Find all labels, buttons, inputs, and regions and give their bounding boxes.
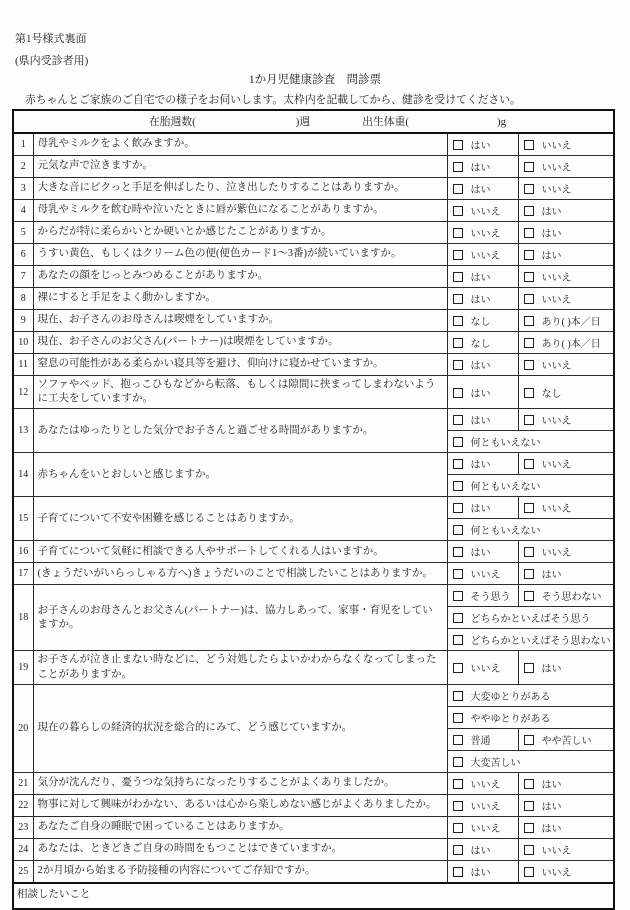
- answer-label: いいえ: [541, 141, 572, 152]
- question-subrow: [13, 288, 614, 310]
- header-row: [13, 110, 614, 133]
- question-number: 24: [13, 838, 33, 860]
- question-subrow: [13, 541, 614, 563]
- answer-label: はい: [541, 664, 562, 676]
- answer-label: はい: [541, 779, 562, 791]
- answer-checkbox[interactable]: [524, 459, 534, 469]
- question-number: 23: [13, 816, 33, 838]
- answer-label: いいえ: [541, 867, 572, 879]
- answer-label: いいえ: [470, 207, 501, 218]
- answer-option[interactable]: [518, 222, 614, 244]
- question-number: 16: [13, 541, 33, 563]
- answer-label: いいえ: [470, 229, 501, 240]
- question-number: 14: [13, 453, 33, 497]
- question-subrow: [13, 376, 614, 409]
- answer-option[interactable]: [447, 772, 518, 794]
- question-subrow: [13, 354, 614, 376]
- answer-label: やや苦しい: [541, 735, 592, 747]
- question-number: 6: [13, 244, 33, 266]
- answer-option[interactable]: [447, 310, 518, 332]
- answer-label: どちらかといえばそう思う: [470, 614, 591, 626]
- answer-label: いいえ: [470, 570, 501, 582]
- answer-checkbox[interactable]: [453, 845, 463, 855]
- answer-checkbox[interactable]: [453, 459, 463, 469]
- question-subrow: [13, 200, 614, 222]
- answer-option[interactable]: [447, 816, 518, 838]
- answer-label: どちらかといえばそう思わない: [470, 636, 611, 648]
- answer-option[interactable]: [447, 585, 518, 607]
- question-number: 9: [13, 310, 33, 332]
- answer-option[interactable]: [518, 332, 614, 354]
- answer-label: はい: [470, 845, 491, 857]
- question-subrow: [13, 266, 614, 288]
- answer-checkbox[interactable]: [524, 294, 534, 304]
- answer-checkbox[interactable]: [524, 338, 534, 348]
- answer-option[interactable]: [447, 409, 518, 431]
- question-text: あなたの顔をじっとみつめることがありますか。: [33, 266, 447, 288]
- question-number: 12: [13, 376, 33, 409]
- question-number: 5: [13, 222, 33, 244]
- answer-option[interactable]: [447, 651, 518, 684]
- question-subrow: [13, 156, 614, 178]
- answer-label: はい: [470, 460, 491, 472]
- answer-checkbox[interactable]: [453, 228, 463, 238]
- answer-option[interactable]: [518, 133, 614, 156]
- intro-instruction: 赤ちゃんとご家族のご自宅での様子をお伺いします。太枠内を記載してから、健診を受けてください。: [25, 94, 521, 106]
- question-number: 15: [13, 497, 33, 541]
- answer-checkbox[interactable]: [453, 757, 463, 767]
- answer-label: はい: [541, 801, 562, 813]
- answer-label: いいえ: [470, 779, 501, 791]
- answer-label: はい: [470, 163, 491, 174]
- answer-label: 何ともいえない: [470, 438, 541, 450]
- answer-checkbox[interactable]: [524, 184, 534, 194]
- answer-option[interactable]: [518, 288, 614, 310]
- answer-option[interactable]: [447, 519, 614, 541]
- question-number: 3: [13, 178, 33, 200]
- question-subrow: [13, 794, 614, 816]
- answer-checkbox[interactable]: [524, 360, 534, 370]
- question-subrow: [13, 133, 614, 156]
- answer-checkbox[interactable]: [453, 547, 463, 557]
- question-text: 大きな音にピクっと手足を伸ばしたり、泣き出したりすることはありますか。: [33, 178, 447, 200]
- answer-checkbox[interactable]: [453, 140, 463, 150]
- answer-label: はい: [470, 185, 491, 196]
- answer-option[interactable]: [447, 750, 614, 772]
- answer-option[interactable]: [447, 431, 614, 453]
- question-subrow: [13, 684, 614, 706]
- answer-label: はい: [470, 273, 491, 284]
- answer-checkbox[interactable]: [524, 801, 534, 811]
- question-text: 現在の暮らしの経済的状況を総合的にみて、どう感じていますか。: [33, 684, 447, 772]
- birth-weight-input[interactable]: [409, 116, 497, 127]
- answer-option[interactable]: [447, 607, 614, 629]
- answer-label: なし: [470, 339, 491, 350]
- answer-checkbox[interactable]: [524, 867, 534, 877]
- answer-checkbox[interactable]: [524, 250, 534, 260]
- answer-checkbox[interactable]: [524, 663, 534, 673]
- answer-checkbox[interactable]: [453, 206, 463, 216]
- answer-label: いいえ: [541, 185, 572, 196]
- answer-label: はい: [470, 295, 491, 306]
- answer-option[interactable]: [447, 156, 518, 178]
- question-number: 21: [13, 772, 33, 794]
- answer-label: はい: [541, 823, 562, 835]
- gestation-weeks-input[interactable]: [196, 116, 296, 127]
- audience-note: (県内受診者用): [15, 55, 89, 67]
- answer-option[interactable]: [518, 541, 614, 563]
- answer-checkbox[interactable]: [453, 388, 463, 398]
- answer-label: いいえ: [470, 664, 501, 676]
- answer-label: はい: [470, 504, 491, 516]
- question-subrow: [13, 563, 614, 585]
- answer-label: はい: [541, 207, 562, 218]
- answer-checkbox[interactable]: [453, 503, 463, 513]
- answer-option[interactable]: [447, 354, 518, 376]
- question-number: 10: [13, 332, 33, 354]
- answer-label: いいえ: [541, 273, 572, 284]
- answer-checkbox[interactable]: [453, 272, 463, 282]
- answer-option[interactable]: [447, 541, 518, 563]
- question-text: 現在、お子さんのお母さんは喫煙をしていますか。: [33, 310, 447, 332]
- question-number: 22: [13, 794, 33, 816]
- consultation-notes-area[interactable]: [13, 883, 614, 909]
- answer-label: はい: [470, 388, 491, 400]
- answer-checkbox[interactable]: [453, 481, 463, 491]
- answer-checkbox[interactable]: [453, 162, 463, 172]
- question-text: あなたご自身の睡眠で困っていることはありますか。: [33, 816, 447, 838]
- answer-option[interactable]: [447, 838, 518, 860]
- answer-label: あり( )本／日: [541, 339, 601, 350]
- answer-checkbox[interactable]: [453, 635, 463, 645]
- answer-option[interactable]: [447, 244, 518, 266]
- answer-option[interactable]: [518, 244, 614, 266]
- question-number: 17: [13, 563, 33, 585]
- question-text: うすい黄色、もしくはクリーム色の便(便色カード1～3番)が続いていますか。: [33, 244, 447, 266]
- answer-option[interactable]: [447, 178, 518, 200]
- question-number: 4: [13, 200, 33, 222]
- answer-option[interactable]: [518, 772, 614, 794]
- answer-label: はい: [470, 416, 491, 428]
- answer-option[interactable]: [447, 475, 614, 497]
- answer-checkbox[interactable]: [453, 250, 463, 260]
- question-subrow: [13, 816, 614, 838]
- answer-checkbox[interactable]: [524, 206, 534, 216]
- answer-checkbox[interactable]: [453, 569, 463, 579]
- question-number: 20: [13, 684, 33, 772]
- question-text: 物事に対して興味がわかない、あるいは心から楽しめない感じがよくありましたか。: [33, 794, 447, 816]
- answer-checkbox[interactable]: [524, 415, 534, 425]
- answer-option[interactable]: [518, 409, 614, 431]
- question-subrow: [13, 409, 614, 431]
- answer-label: 何ともいえない: [470, 526, 541, 538]
- question-text: 現在、お子さんのお父さん(パートナー)は喫煙をしていますか。: [33, 332, 447, 354]
- birth-weight-suffix: )g: [497, 116, 506, 128]
- question-text: 裸にすると手足をよく動かしますか。: [33, 288, 447, 310]
- answer-checkbox[interactable]: [453, 867, 463, 877]
- question-subrow: [13, 453, 614, 475]
- answer-label: いいえ: [541, 416, 572, 428]
- answer-option[interactable]: [518, 266, 614, 288]
- gestation-weeks-suffix: )週: [295, 116, 311, 128]
- answer-option[interactable]: [447, 563, 518, 585]
- header-cell: [13, 110, 614, 133]
- answer-option[interactable]: [447, 706, 614, 728]
- question-subrow: [13, 585, 614, 607]
- answer-option[interactable]: [447, 684, 614, 706]
- answer-option[interactable]: [518, 838, 614, 860]
- question-number: 18: [13, 585, 33, 651]
- question-subrow: [13, 772, 614, 794]
- answer-checkbox[interactable]: [524, 228, 534, 238]
- answer-checkbox[interactable]: [524, 388, 534, 398]
- answer-option[interactable]: [518, 651, 614, 684]
- answer-checkbox[interactable]: [453, 691, 463, 701]
- free-text-label: 相談したいこと: [17, 888, 91, 900]
- question-subrow: [13, 860, 614, 883]
- question-text: からだが特に柔らかいとか硬いとか感じたことがありますか。: [33, 222, 447, 244]
- answer-checkbox[interactable]: [524, 569, 534, 579]
- answer-option[interactable]: [447, 794, 518, 816]
- question-text: お子さんが泣き止まない時などに、どう対処したらよいかわからなくなってしまったことがありますか。: [33, 651, 447, 684]
- answer-label: いいえ: [541, 504, 572, 516]
- question-subrow: [13, 651, 614, 684]
- answer-option[interactable]: [447, 222, 518, 244]
- answer-option[interactable]: [518, 376, 614, 409]
- question-subrow: [13, 178, 614, 200]
- answer-checkbox[interactable]: [453, 360, 463, 370]
- answer-label: いいえ: [470, 801, 501, 813]
- answer-checkbox[interactable]: [453, 184, 463, 194]
- question-text: 子育てについて不安や困難を感じることはありますか。: [33, 497, 447, 541]
- answer-checkbox[interactable]: [524, 162, 534, 172]
- question-text: 子育てについて気軽に相談できる人やサポートしてくれる人はいますか。: [33, 541, 447, 563]
- answer-checkbox[interactable]: [453, 779, 463, 789]
- question-text: あなたはゆったりとした気分でお子さんと過ごせる時間がありますか。: [33, 409, 447, 453]
- question-subrow: [13, 497, 614, 519]
- question-number: 2: [13, 156, 33, 178]
- answer-checkbox[interactable]: [524, 547, 534, 557]
- answer-label: はい: [470, 141, 491, 152]
- answer-label: 何ともいえない: [470, 482, 541, 494]
- answer-label: いいえ: [541, 295, 572, 306]
- answer-label: いいえ: [470, 823, 501, 835]
- answer-option[interactable]: [447, 497, 518, 519]
- question-number: 11: [13, 354, 33, 376]
- form-code: 第1号様式裏面: [15, 33, 87, 45]
- answer-checkbox[interactable]: [524, 823, 534, 833]
- answer-label: 大変苦しい: [470, 757, 521, 769]
- answer-checkbox[interactable]: [453, 294, 463, 304]
- question-text: ソファやベッド、抱っこひもなどから転落、もしくは隙間に挟まってしまわないように工夫をしていますか。: [33, 376, 447, 409]
- gestation-weeks-label: 在胎週数(: [149, 116, 196, 128]
- answer-label: いいえ: [541, 460, 572, 472]
- answer-label: ややゆとりがある: [470, 713, 551, 725]
- answer-option[interactable]: [518, 585, 614, 607]
- answer-label: はい: [541, 570, 562, 582]
- question-text: 母乳やミルクを飲む時や泣いたときに唇が紫色になることがありますか。: [33, 200, 447, 222]
- question-number: 19: [13, 651, 33, 684]
- answer-option[interactable]: [447, 629, 614, 651]
- answer-label: はい: [541, 251, 562, 262]
- answer-option[interactable]: [518, 354, 614, 376]
- answer-label: 大変ゆとりがある: [470, 691, 551, 703]
- answer-checkbox[interactable]: [524, 591, 534, 601]
- answer-checkbox[interactable]: [524, 140, 534, 150]
- answer-option[interactable]: [447, 728, 518, 750]
- answer-checkbox[interactable]: [453, 613, 463, 623]
- answer-option[interactable]: [447, 200, 518, 222]
- answer-label: いいえ: [470, 251, 501, 262]
- answer-label: はい: [470, 867, 491, 879]
- answer-option[interactable]: [518, 860, 614, 883]
- questionnaire-body: [13, 110, 614, 909]
- answer-label: なし: [541, 388, 562, 400]
- answer-checkbox[interactable]: [524, 735, 534, 745]
- answer-checkbox[interactable]: [524, 779, 534, 789]
- question-number: 25: [13, 860, 33, 883]
- answer-checkbox[interactable]: [453, 316, 463, 326]
- answer-option[interactable]: [447, 288, 518, 310]
- answer-checkbox[interactable]: [453, 735, 463, 745]
- birth-weight-label: 出生体重(: [362, 116, 409, 128]
- question-subrow: [13, 222, 614, 244]
- answer-label: はい: [470, 548, 491, 560]
- answer-checkbox[interactable]: [524, 503, 534, 513]
- answer-label: はい: [470, 361, 491, 372]
- question-text: あなたは、ときどきご自身の時間をもつことはできていますか。: [33, 838, 447, 860]
- answer-option[interactable]: [518, 200, 614, 222]
- question-number: 7: [13, 266, 33, 288]
- answer-option[interactable]: [518, 497, 614, 519]
- answer-checkbox[interactable]: [524, 316, 534, 326]
- answer-label: そう思う: [470, 592, 511, 604]
- answer-checkbox[interactable]: [453, 663, 463, 673]
- page-title: 1か月児健康診査 問診票: [248, 74, 382, 86]
- question-text: お子さんのお母さんとお父さん(パートナー)は、協力しあって、家事・育児をしていますか。: [33, 585, 447, 651]
- answer-label: あり( )本／日: [541, 317, 601, 328]
- question-text: 気分が沈んだり、憂うつな気持ちになったりすることがよくありましたか。: [33, 772, 447, 794]
- answer-option[interactable]: [518, 563, 614, 585]
- answer-checkbox[interactable]: [453, 713, 463, 723]
- answer-checkbox[interactable]: [453, 801, 463, 811]
- question-text: 元気な声で泣きますか。: [33, 156, 447, 178]
- answer-option[interactable]: [518, 453, 614, 475]
- answer-option[interactable]: [447, 332, 518, 354]
- answer-label: はい: [541, 229, 562, 240]
- answer-checkbox[interactable]: [524, 272, 534, 282]
- answer-option[interactable]: [518, 728, 614, 750]
- answer-label: そう思わない: [541, 592, 602, 604]
- answer-option[interactable]: [518, 816, 614, 838]
- answer-option[interactable]: [518, 178, 614, 200]
- answer-checkbox[interactable]: [524, 845, 534, 855]
- answer-checkbox[interactable]: [453, 338, 463, 348]
- question-text: 母乳やミルクをよく飲みますか。: [33, 133, 447, 156]
- question-text: 赤ちゃんをいとおしいと感じますか。: [33, 453, 447, 497]
- answer-option[interactable]: [447, 453, 518, 475]
- answer-label: いいえ: [541, 548, 572, 560]
- answer-label: なし: [470, 317, 491, 328]
- answer-label: いいえ: [541, 845, 572, 857]
- answer-option[interactable]: [447, 860, 518, 883]
- question-subrow: [13, 310, 614, 332]
- answer-label: いいえ: [541, 163, 572, 174]
- question-text: 2か月頃から始まる予防接種の内容についてご存知ですか。: [33, 860, 447, 883]
- question-number: 1: [13, 133, 33, 156]
- answer-checkbox[interactable]: [453, 591, 463, 601]
- question-subrow: [13, 838, 614, 860]
- answer-label: 普通: [470, 735, 491, 747]
- question-subrow: [13, 332, 614, 354]
- answer-option[interactable]: [447, 376, 518, 409]
- question-number: 13: [13, 409, 33, 453]
- answer-option[interactable]: [447, 266, 518, 288]
- questionnaire-table: [12, 109, 615, 910]
- question-subrow: [13, 244, 614, 266]
- answer-label: いいえ: [541, 361, 572, 372]
- question-number: 8: [13, 288, 33, 310]
- answer-checkbox[interactable]: [453, 415, 463, 425]
- question-text: 窒息の可能性がある柔らかい寝具等を避け、仰向けに寝かせていますか。: [33, 354, 447, 376]
- question-text: (きょうだいがいらっしゃる方へ)きょうだいのことで相談したいことはありますか。: [33, 563, 447, 585]
- answer-option[interactable]: [518, 794, 614, 816]
- free-text-row: [13, 883, 614, 909]
- answer-checkbox[interactable]: [453, 525, 463, 535]
- answer-checkbox[interactable]: [453, 437, 463, 447]
- answer-option[interactable]: [518, 156, 614, 178]
- answer-option[interactable]: [447, 133, 518, 156]
- answer-option[interactable]: [518, 310, 614, 332]
- answer-checkbox[interactable]: [453, 823, 463, 833]
